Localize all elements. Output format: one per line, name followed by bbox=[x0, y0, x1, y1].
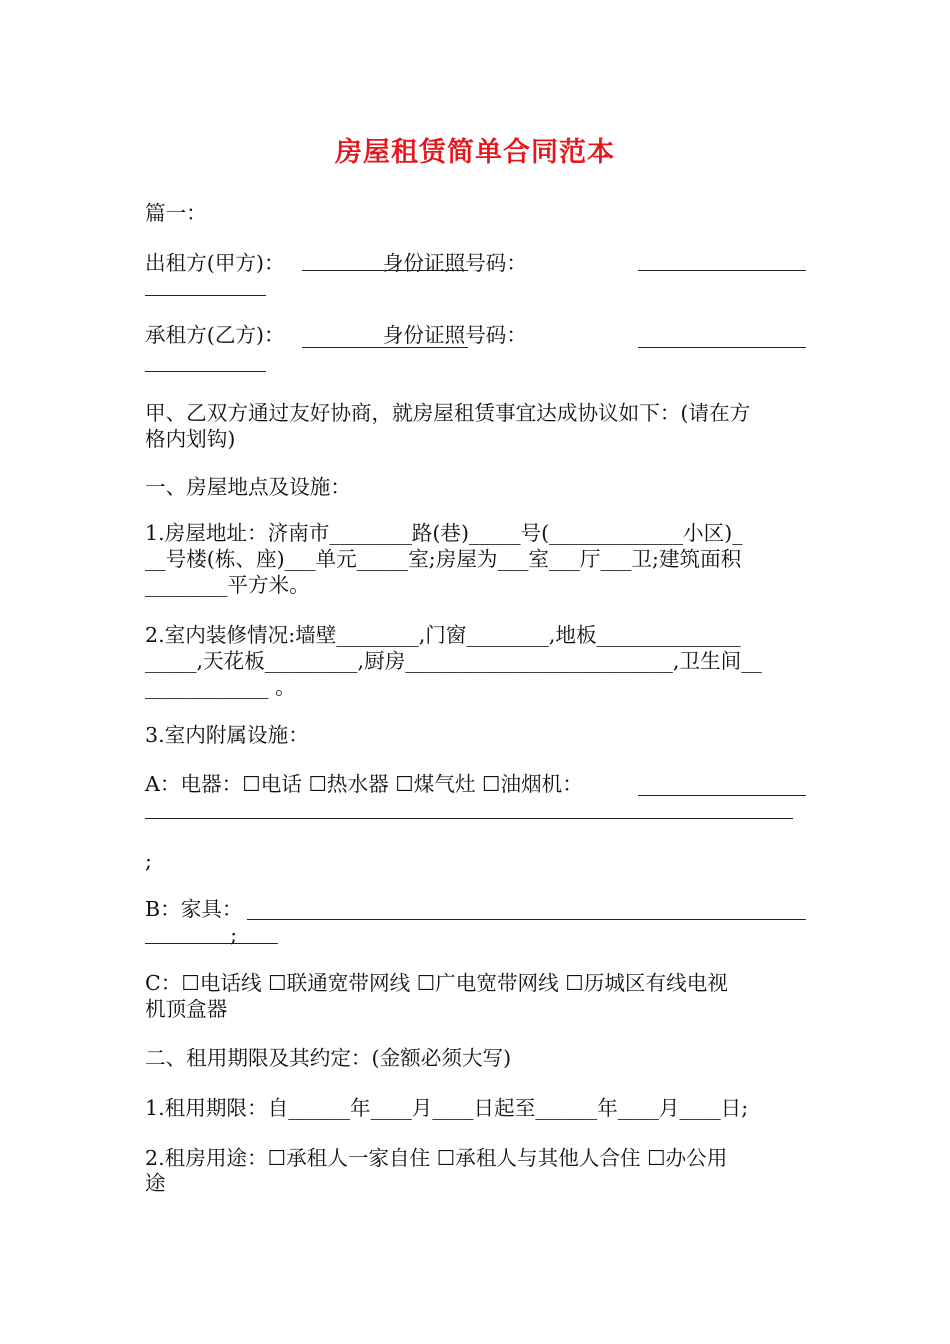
address-line-3: ________平方米。 bbox=[145, 573, 310, 597]
section-heading-1: 一、房屋地点及设施： bbox=[145, 475, 351, 499]
section-label: 篇一： bbox=[145, 201, 207, 225]
agreement-intro-line-1: 甲、乙双方通过友好协商，就房屋租赁事宜达成协议如下：(请在方 bbox=[145, 401, 751, 425]
agreement-intro-line-2: 格内划钩) bbox=[145, 427, 236, 451]
lessee-name-blank bbox=[302, 347, 468, 348]
furniture-end: ; bbox=[145, 923, 238, 947]
usage-line-1: 2.租房用途：☐承租人一家自住 ☐承租人与其他人合住 ☐办公用 bbox=[145, 1146, 728, 1170]
furniture-line: B：家具： bbox=[145, 897, 243, 921]
document-title: 房屋租赁简单合同范本 bbox=[335, 137, 615, 168]
furniture-blank-continued bbox=[145, 943, 278, 944]
section-heading-2: 二、租用期限及其约定：(金额必须大写) bbox=[145, 1046, 512, 1070]
usage-line-2: 途 bbox=[145, 1171, 166, 1195]
appliances-blank-continued bbox=[145, 818, 793, 819]
decoration-line-1: 2.室内装修情况:墙壁________,门窗________,地板______________ bbox=[145, 623, 741, 647]
lessor-name-blank bbox=[302, 270, 468, 271]
lessor-id-blank-continued bbox=[145, 295, 266, 296]
lessee-id-blank bbox=[638, 347, 806, 348]
facilities-heading: 3.室内附属设施： bbox=[145, 723, 309, 747]
lease-term-line: 1.租用期限：自______年____月____日起至______年____月____日; bbox=[145, 1096, 749, 1120]
appliances-line: A：电器：☐电话 ☐热水器 ☐煤气灶 ☐油烟机： bbox=[145, 772, 583, 796]
appliances-end: ; bbox=[145, 849, 152, 873]
appliances-blank bbox=[638, 795, 806, 796]
decoration-line-2: _____,天花板_________,厨房__________________________,卫生间__ bbox=[145, 649, 762, 673]
lessor-line: 出租方(甲方)： 身份证照号码： bbox=[145, 251, 527, 275]
address-line-2: __号楼(栋、座)___单元_____室;房屋为___室___厅___卫;建筑面积 bbox=[145, 547, 742, 571]
network-line-2: 机顶盒器 bbox=[145, 997, 228, 1021]
decoration-line-3: ____________ 。 bbox=[145, 675, 296, 699]
lessee-line: 承租方(乙方)： 身份证照号码： bbox=[145, 323, 527, 347]
lessor-id-blank bbox=[638, 270, 806, 271]
address-line-1: 1.房屋地址：济南市________路(巷)_____号(_____________小区)_ bbox=[145, 521, 743, 545]
furniture-blank bbox=[247, 919, 806, 920]
network-line-1: C：☐电话线 ☐联通宽带网线 ☐广电宽带网线 ☐历城区有线电视 bbox=[145, 971, 728, 995]
lessee-id-blank-continued bbox=[145, 371, 266, 372]
